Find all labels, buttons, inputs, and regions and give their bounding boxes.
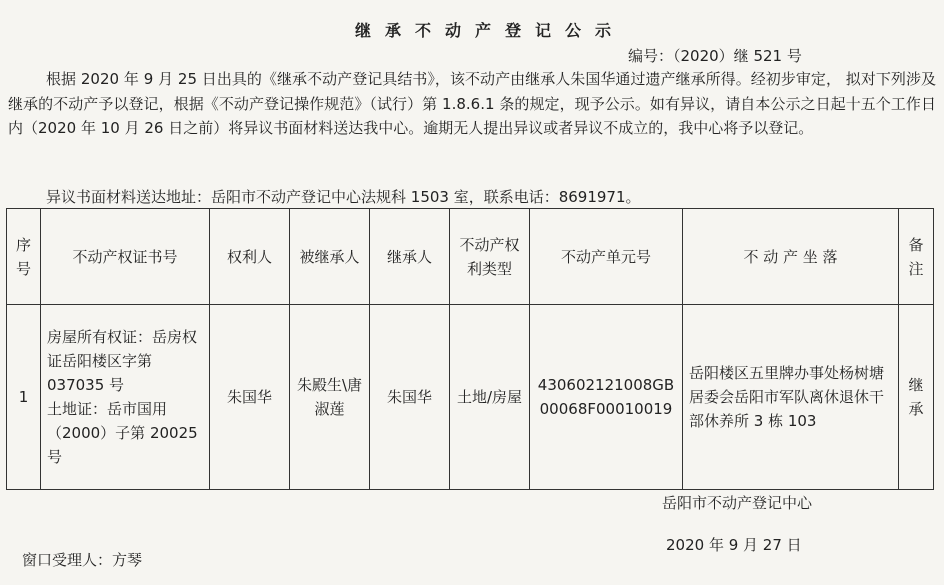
cell-rights-holder: 朱国华 xyxy=(210,305,290,490)
header-remark: 备注 xyxy=(899,209,934,305)
cell-decedent: 朱殿生\唐淑莲 xyxy=(290,305,370,490)
cell-index: 1 xyxy=(7,305,41,490)
cell-unit-no: 430602121008GB00068F00010019 xyxy=(530,305,683,490)
header-heir: 继承人 xyxy=(370,209,450,305)
cell-heir: 朱国华 xyxy=(370,305,450,490)
table-row xyxy=(7,305,934,490)
issue-date: 2020 年 9 月 27 日 xyxy=(666,536,802,554)
reference-number: 编号：（2020）继 521 号 xyxy=(628,47,802,65)
notice-paragraph: 根据 2020 年 9 月 25 日出具的《继承不动产登记具结书》，该不动产由继承人朱国华通过遗产继承所得。经初步审定， 拟对下列涉及继承的不动产予以登记，根据《不动产登记操作规范》（试行）第 1.8.6.1 条的规定，现予公示。如有异议，请自本公示之日起十五个工作日内（2020 年 10 月 26 日之前）将异议书面材料送达我中心。逾期无人提出异议或者异议不成立的，我中心将予以登记。 xyxy=(8,70,936,137)
header-right-type: 不动产权利类型 xyxy=(450,209,530,305)
cell-cert-no: 房屋所有权证：岳房权证岳阳楼区字第037035 号 土地证：岳市国用（2000）子第 20025 号 xyxy=(41,305,210,490)
header-unit-no: 不动产单元号 xyxy=(530,209,683,305)
header-decedent: 被继承人 xyxy=(290,209,370,305)
notice-title: 继承不动产登记公示 xyxy=(354,21,625,40)
cell-right-type: 土地/房屋 xyxy=(450,305,530,490)
registration-table xyxy=(6,208,934,490)
window-receiver: 窗口受理人：方琴 xyxy=(22,551,143,569)
header-location: 不 动 产 坐 落 xyxy=(683,209,899,305)
objection-address: 异议书面材料送达地址：岳阳市不动产登记中心法规科 1503 室，联系电话：8691971。 xyxy=(46,188,641,206)
header-rights-holder: 权利人 xyxy=(210,209,290,305)
cell-location: 岳阳楼区五里牌办事处杨树塘居委会岳阳市军队离休退休干部休养所 3 栋 103 xyxy=(683,305,899,490)
issuing-organization: 岳阳市不动产登记中心 xyxy=(662,494,813,512)
cell-remark: 继承 xyxy=(899,305,934,490)
header-index: 序号 xyxy=(7,209,41,305)
header-cert-no: 不动产权证书号 xyxy=(41,209,210,305)
table-header-row xyxy=(7,209,934,305)
